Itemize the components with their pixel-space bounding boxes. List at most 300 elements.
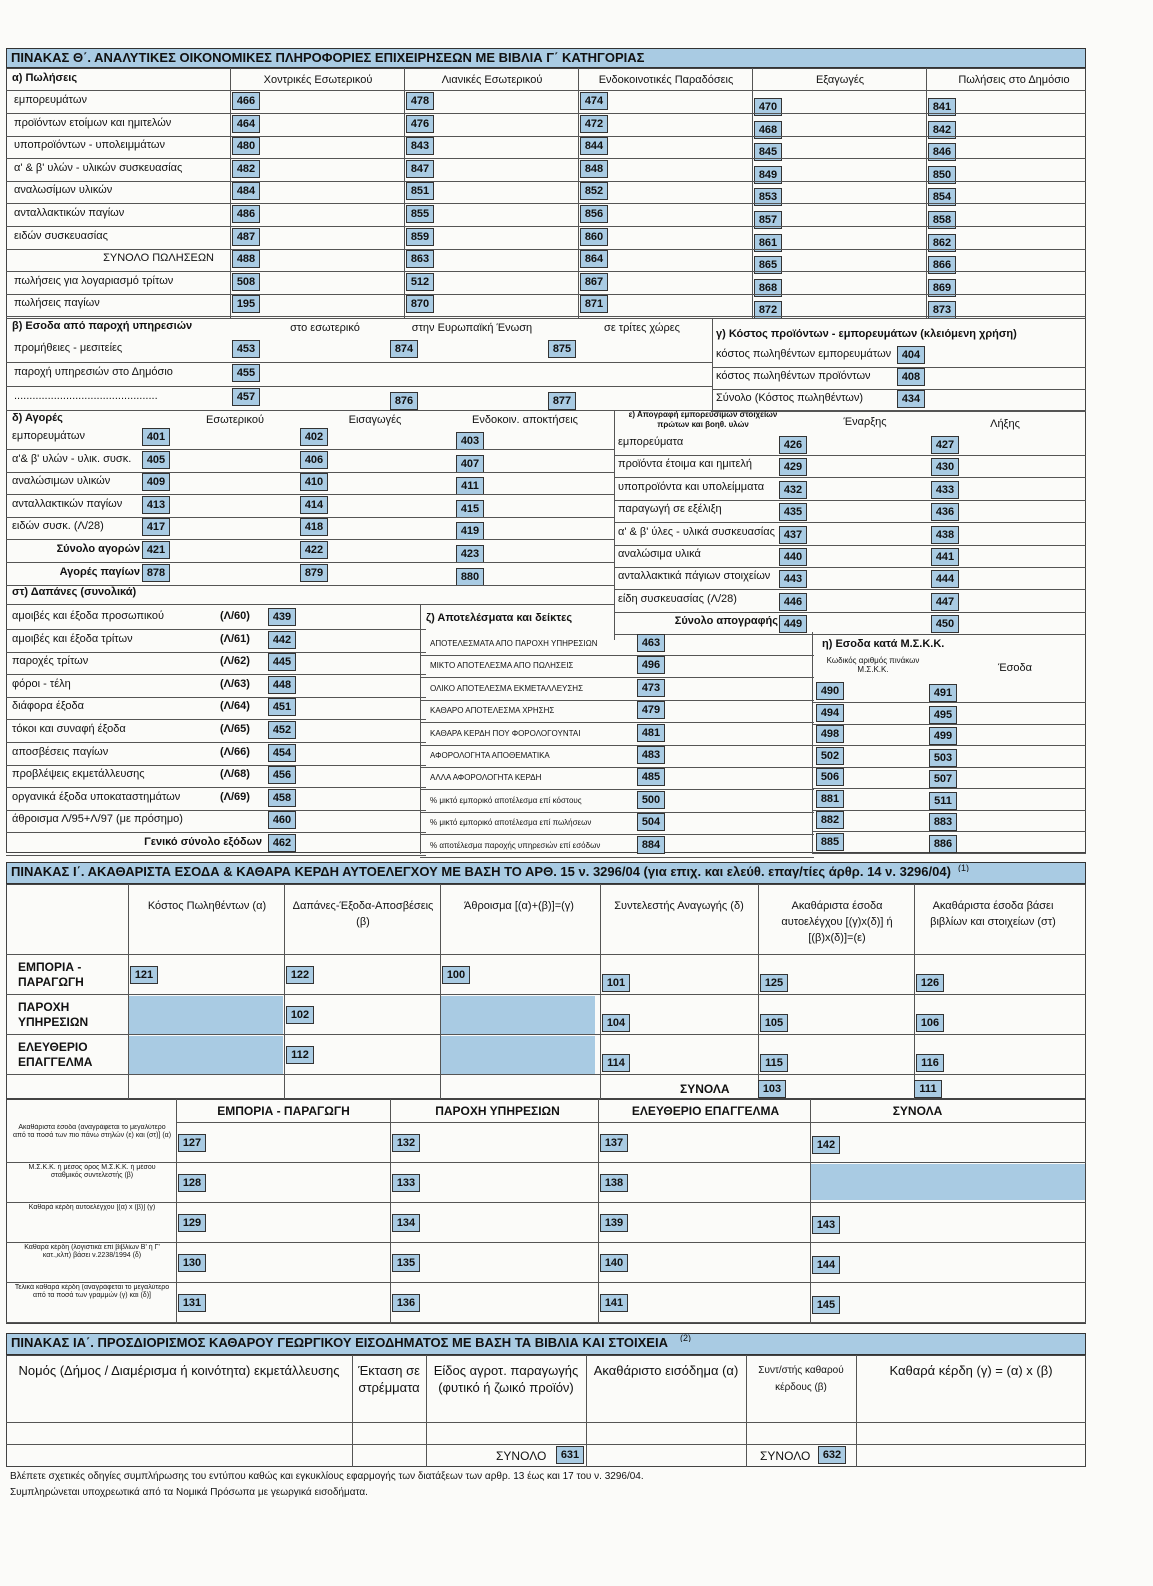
sales-amount-input[interactable] — [436, 273, 576, 291]
iota-sub-amount-input[interactable] — [208, 1244, 378, 1280]
iota-sub-amount-input[interactable] — [630, 1284, 800, 1320]
iota-amount-input[interactable] — [790, 1038, 910, 1072]
iota-sub-amount-input[interactable] — [208, 1164, 378, 1200]
field-code: 433 — [931, 481, 959, 499]
rule-line — [914, 884, 915, 1099]
expense-amount-input[interactable] — [298, 608, 418, 626]
sales-amount-input[interactable] — [262, 273, 402, 291]
field-code: 479 — [637, 701, 665, 719]
sales-amount-input[interactable] — [262, 160, 402, 178]
results-amount-input[interactable] — [667, 746, 807, 764]
inventory-column-header: Έναρξης — [843, 416, 887, 428]
field-code: 867 — [580, 273, 608, 291]
field-code: 460 — [268, 811, 296, 829]
msk-amount-input[interactable] — [959, 768, 1079, 786]
field-code: 122 — [286, 966, 314, 984]
field-code: 414 — [300, 496, 328, 514]
iota-amount-input[interactable] — [316, 958, 436, 992]
iota-sub-row-label: Τελικά καθαρά κέρδη (αναγράφεται το μεγαλύτερο από τα ποσά των γραμμών (γ) και (δ)] — [14, 1284, 170, 1299]
expense-amount-input[interactable] — [298, 811, 418, 829]
iota-sub-amount-input[interactable] — [630, 1124, 800, 1160]
rule-line — [420, 857, 814, 858]
field-code: 442 — [268, 631, 296, 649]
msk-amount-input[interactable] — [959, 682, 1079, 700]
iota-sub-amount-input[interactable] — [422, 1204, 592, 1240]
field-code: 451 — [268, 698, 296, 716]
field-code: 430 — [931, 458, 959, 476]
sales-amount-input[interactable] — [610, 137, 750, 155]
inventory-column-header: Λήξης — [990, 418, 1020, 430]
field-code: 405 — [142, 451, 170, 469]
iota-a-column-header: Ακαθάριστο εισόδημα (α) — [593, 1363, 739, 1378]
expenses-row-ref: (Λ/69) — [220, 790, 250, 803]
iota-column-header: Συντελεστής Αναγωγής (δ) — [614, 900, 744, 912]
iota-sub-row-label: Μ.Σ.Κ.Κ. ή μέσος όρος Μ.Σ.Κ.Κ. ή μέσου σταθμικός συντελεστής (β) — [28, 1164, 156, 1179]
iota-sub-amount-input[interactable] — [842, 1204, 1012, 1240]
field-code: 438 — [931, 526, 959, 544]
field-code: 456 — [268, 766, 296, 784]
sales-row-label: ανταλλακτικών παγίων — [14, 207, 125, 219]
sales-amount-input[interactable] — [784, 295, 924, 313]
iota-row-label: ΕΜΠΟΡΙΑ - ΠΑΡΑΓΩΓΗ — [18, 960, 84, 989]
results-amount-input[interactable] — [667, 813, 807, 831]
rule-line — [746, 1355, 747, 1467]
cost-amount-input[interactable] — [928, 368, 1078, 386]
msk-code-input[interactable] — [846, 768, 926, 786]
expense-amount-input[interactable] — [298, 834, 418, 852]
iota-amount-input[interactable] — [160, 958, 280, 992]
msk-amount-input[interactable] — [959, 790, 1079, 808]
iota-sub-amount-input[interactable] — [208, 1204, 378, 1240]
field-code: 455 — [232, 364, 260, 382]
rule-line — [812, 853, 1086, 854]
rule-line — [352, 1355, 353, 1467]
sales-amount-input[interactable] — [958, 295, 1098, 313]
iota-amount-input[interactable] — [316, 1038, 436, 1072]
expenses-row-ref: (Λ/65) — [220, 723, 250, 735]
field-code: 401 — [142, 428, 170, 446]
iota-sub-amount-input[interactable] — [208, 1124, 378, 1160]
expenses-row-label: Γενικό σύνολο εξόδων — [144, 836, 262, 848]
results-amount-input[interactable] — [667, 724, 807, 742]
field-code: 852 — [580, 182, 608, 200]
iota-a-column-header: Καθαρά κέρδη (γ) = (α) x (β) — [889, 1363, 1053, 1378]
rule-line — [404, 68, 405, 318]
sales-amount-input[interactable] — [436, 295, 576, 313]
sales-amount-input[interactable] — [958, 228, 1098, 246]
rule-line — [6, 386, 712, 387]
field-code: 440 — [779, 548, 807, 566]
iota-sub-amount-input[interactable] — [630, 1244, 800, 1280]
field-code: 105 — [760, 1014, 788, 1032]
iota-sub-row-label: Ακαθάριστα έσοδα (αναγράφεται το μεγαλύτερο από τα ποσά των πιο πάνω στηλών (ε) και (στ)] (α) — [12, 1124, 172, 1139]
field-code: 452 — [268, 721, 296, 739]
sales-amount-input[interactable] — [958, 137, 1098, 155]
sales-amount-input[interactable] — [958, 205, 1098, 223]
expenses-row-label: άθροισμα Λ/95+Λ/97 (με πρόσημο) — [12, 813, 183, 826]
sales-amount-input[interactable] — [610, 182, 750, 200]
msk-amount-input[interactable] — [959, 811, 1079, 829]
rule-line — [6, 855, 426, 856]
results-row-label: ΚΑΘΑΡΑ ΚΕΡΔΗ ΠΟΥ ΦΟΡΟΛΟΓΟΥΝΤΑΙ — [430, 728, 581, 738]
iota-sub-amount-input[interactable] — [842, 1284, 1012, 1320]
field-code: 435 — [779, 503, 807, 521]
field-code: 494 — [816, 704, 844, 722]
rule-line — [600, 884, 601, 1099]
iota-amount-input[interactable] — [946, 958, 1066, 992]
msk-code-input[interactable] — [846, 682, 926, 700]
sales-amount-input[interactable] — [436, 137, 576, 155]
sales-amount-input[interactable] — [784, 92, 924, 110]
sales-amount-input[interactable] — [958, 160, 1098, 178]
purchases-row-label: α'& β' υλών - υλικ. συσκ. — [12, 452, 132, 465]
field-code: 413 — [142, 496, 170, 514]
sales-amount-input[interactable] — [262, 250, 402, 268]
expense-amount-input[interactable] — [298, 744, 418, 762]
iota-amount-input[interactable] — [632, 998, 752, 1032]
results-row-label: % μικτό εμπορικό αποτέλεσμα επί πωλήσεων — [430, 818, 592, 828]
iota-amount-input[interactable] — [946, 998, 1066, 1032]
field-code: 445 — [268, 653, 296, 671]
services-column-header: στο εσωτερικό — [290, 322, 360, 334]
field-code: 454 — [268, 744, 296, 762]
iota-a-column-header: Είδος αγροτ. παραγωγής (φυτικό ή ζωικό προϊόν) — [433, 1363, 579, 1395]
rule-line — [390, 1099, 391, 1324]
purchases-header: δ) Αγορές — [12, 412, 63, 424]
sales-amount-input[interactable] — [436, 228, 576, 246]
rule-line — [578, 68, 579, 318]
iota-sub-amount-input[interactable] — [842, 1244, 1012, 1280]
inventory-row-label: αναλώσιμα υλικά — [618, 548, 701, 560]
results-amount-input[interactable] — [667, 701, 807, 719]
iota-sub-amount-input[interactable] — [208, 1284, 378, 1320]
field-code: 141 — [600, 1294, 628, 1312]
msk-code-input[interactable] — [846, 725, 926, 743]
disabled-cell — [441, 996, 595, 1034]
sales-amount-input[interactable] — [610, 250, 750, 268]
field-code: 101 — [602, 974, 630, 992]
field-code: 403 — [456, 432, 484, 450]
iota-column-header: Άθροισμα [(α)+(β)]=(γ) — [464, 900, 574, 912]
sales-column-header: Εξαγωγές — [815, 74, 865, 86]
field-code: 133 — [392, 1174, 420, 1192]
sales-amount-input[interactable] — [262, 295, 402, 313]
iota-sub-row-label: Καθαρά κέρδη (λογιστικά επί βιβλίων Β' ή Γ' κατ.,κλπ) βάσει ν.2238/1994 (δ) — [24, 1244, 160, 1259]
sales-amount-input[interactable] — [610, 295, 750, 313]
field-code: 885 — [816, 833, 844, 851]
table-theta-title: ΠΙΝΑΚΑΣ Θ΄. ΑΝΑΛΥΤΙΚΕΣ ΟΙΚΟΝΟΜΙΚΕΣ ΠΛΗΡΟΦΟΡΙΕΣ ΕΠΙΧΕΙΡΗΣΕΩΝ ΜΕ ΒΙΒΛΙΑ Γ΄ ΚΑΤΗΓΟΡΙΑΣ — [6, 48, 1086, 68]
field-code: 841 — [928, 98, 956, 116]
sales-amount-input[interactable] — [784, 273, 924, 291]
msk-column-header: Κωδικός αριθμός πινάκων Μ.Σ.Κ.Κ. — [826, 656, 920, 674]
field-code: 470 — [754, 98, 782, 116]
field-code: 426 — [779, 436, 807, 454]
sales-amount-input[interactable] — [784, 250, 924, 268]
field-code: 432 — [779, 481, 807, 499]
results-header: ζ) Αποτελέσματα και δείκτες — [426, 612, 573, 624]
field-code: 473 — [637, 679, 665, 697]
rule-line — [752, 68, 753, 318]
sales-amount-input[interactable] — [958, 92, 1098, 110]
sales-row-label: πωλήσεις για λογαριασμό τρίτων — [14, 274, 174, 287]
expenses-row-ref: (Λ/63) — [220, 677, 250, 690]
sales-amount-input[interactable] — [958, 115, 1098, 133]
results-row-label: % μικτό εμπορικό αποτέλεσμα επί κόστους — [430, 795, 582, 805]
inventory-amount-input[interactable] — [808, 479, 928, 497]
msk-code-input[interactable] — [846, 790, 926, 808]
disabled-cell — [811, 1164, 1085, 1200]
sales-amount-input[interactable] — [262, 115, 402, 133]
field-code: 404 — [897, 346, 925, 364]
sales-amount-input[interactable] — [610, 228, 750, 246]
rule-line — [230, 68, 231, 318]
field-code: 508 — [232, 273, 260, 291]
cost-header: γ) Κόστος προϊόντων - εμπορευμάτων (κλειόμενη χρήση) — [716, 328, 1017, 340]
field-code: 137 — [600, 1134, 628, 1152]
rule-line — [6, 1034, 1086, 1035]
iota-amount-input[interactable] — [946, 1038, 1066, 1072]
field-code: 496 — [637, 656, 665, 674]
rule-line — [586, 1355, 587, 1467]
expense-amount-input[interactable] — [298, 789, 418, 807]
field-code: 507 — [929, 770, 957, 788]
field-code: 410 — [300, 473, 328, 491]
field-code: 498 — [816, 725, 844, 743]
sales-amount-input[interactable] — [262, 182, 402, 200]
expense-amount-input[interactable] — [298, 676, 418, 694]
results-amount-input[interactable] — [667, 634, 807, 652]
expense-amount-input[interactable] — [298, 631, 418, 649]
iota-column-header: Ακαθάριστα έσοδα βάσει βιβλίων και στοιχείων (στ) — [930, 900, 1056, 928]
field-code: 847 — [406, 160, 434, 178]
sales-amount-input[interactable] — [262, 92, 402, 110]
field-code: 468 — [754, 121, 782, 139]
iota-sub-amount-input[interactable] — [422, 1244, 592, 1280]
iota-amount-input[interactable] — [316, 998, 436, 1032]
field-code: 857 — [754, 211, 782, 229]
iota-amount-input[interactable] — [632, 958, 752, 992]
rule-line — [426, 1355, 427, 1467]
field-code: 486 — [232, 205, 260, 223]
iota-sub-amount-input[interactable] — [422, 1284, 592, 1320]
iota-amount-input[interactable] — [790, 998, 910, 1032]
rule-line — [6, 954, 1086, 955]
sales-header: α) Πωλήσεις — [12, 72, 78, 84]
field-code: 868 — [754, 279, 782, 297]
iota-column-header: Δαπάνες-Έξοδα-Αποσβέσεις (β) — [292, 900, 434, 928]
sales-amount-input[interactable] — [436, 205, 576, 223]
field-code: 423 — [456, 545, 484, 563]
sales-amount-input[interactable] — [436, 160, 576, 178]
field-code: 859 — [406, 228, 434, 246]
iota-amount-input[interactable] — [632, 1038, 752, 1072]
field-code: 100 — [442, 966, 470, 984]
sales-amount-input[interactable] — [262, 137, 402, 155]
sales-amount-input[interactable] — [610, 273, 750, 291]
sales-amount-input[interactable] — [784, 137, 924, 155]
total-label: ΣΥΝΟΛΟ — [496, 1449, 547, 1463]
disabled-cell — [129, 1036, 283, 1074]
sales-amount-input[interactable] — [262, 205, 402, 223]
expense-amount-input[interactable] — [298, 766, 418, 784]
field-code: 444 — [931, 570, 959, 588]
field-code: 849 — [754, 166, 782, 184]
expense-amount-input[interactable] — [298, 721, 418, 739]
field-code: 429 — [779, 458, 807, 476]
msk-amount-input[interactable] — [959, 833, 1079, 851]
inventory-amount-input[interactable] — [808, 568, 928, 586]
results-amount-input[interactable] — [667, 679, 807, 697]
results-amount-input[interactable] — [667, 836, 807, 854]
sales-row-label: ΣΥΝΟΛΟ ΠΩΛΗΣΕΩΝ — [103, 252, 214, 265]
sales-amount-input[interactable] — [436, 250, 576, 268]
field-code: 138 — [600, 1174, 628, 1192]
field-code: 495 — [929, 706, 957, 724]
sales-amount-input[interactable] — [784, 115, 924, 133]
sales-amount-input[interactable] — [784, 160, 924, 178]
results-amount-input[interactable] — [667, 791, 807, 809]
cost-row-label: κόστος πωληθέντων προϊόντων — [716, 370, 871, 382]
field-code: 848 — [580, 160, 608, 178]
field-code: 500 — [637, 791, 665, 809]
results-amount-input[interactable] — [667, 656, 807, 674]
expenses-row-ref: (Λ/68) — [220, 768, 250, 781]
field-code: 853 — [754, 188, 782, 206]
field-code: 882 — [816, 811, 844, 829]
iota-sub-amount-input[interactable] — [422, 1124, 592, 1160]
rule-line — [176, 1099, 177, 1324]
sales-amount-input[interactable] — [784, 228, 924, 246]
expenses-row-ref: (Λ/62) — [220, 655, 250, 668]
inventory-amount-input[interactable] — [808, 546, 928, 564]
rule-line — [758, 884, 759, 1099]
iota-amount-input[interactable] — [790, 958, 910, 992]
iota-amount-input[interactable] — [472, 958, 592, 992]
field-code: 871 — [580, 295, 608, 313]
rule-line — [6, 1242, 1086, 1243]
sales-amount-input[interactable] — [436, 115, 576, 133]
rule-line — [812, 632, 813, 854]
services-row-label: ............................................... — [14, 390, 158, 402]
field-code: 854 — [928, 188, 956, 206]
sales-amount-input[interactable] — [436, 182, 576, 200]
inventory-amount-input[interactable] — [808, 524, 928, 542]
expenses-row-ref — [220, 834, 266, 852]
field-code: 883 — [929, 813, 957, 831]
sales-amount-input[interactable] — [958, 250, 1098, 268]
sales-amount-input[interactable] — [610, 205, 750, 223]
msk-amount-input[interactable] — [959, 704, 1079, 722]
msk-amount-input[interactable] — [959, 725, 1079, 743]
rule-line — [6, 994, 1086, 995]
field-code: 195 — [232, 295, 260, 313]
inventory-amount-input[interactable] — [808, 501, 928, 519]
sales-amount-input[interactable] — [784, 182, 924, 200]
iota-sub-amount-input[interactable] — [422, 1164, 592, 1200]
expense-amount-input[interactable] — [298, 653, 418, 671]
sales-amount-input[interactable] — [262, 228, 402, 246]
field-code: 136 — [392, 1294, 420, 1312]
field-code: 484 — [232, 182, 260, 200]
field-code: 104 — [602, 1014, 630, 1032]
field-code: 422 — [300, 541, 328, 559]
field-code: 860 — [580, 228, 608, 246]
iota-sub-amount-input[interactable] — [630, 1164, 800, 1200]
cost-amount-input[interactable] — [928, 390, 1078, 408]
sales-amount-input[interactable] — [610, 115, 750, 133]
expenses-row-label: αμοιβές και έξοδα προσωπικού — [12, 610, 164, 622]
sales-amount-input[interactable] — [958, 273, 1098, 291]
inventory-amount-input[interactable] — [808, 456, 928, 474]
inventory-amount-input[interactable] — [808, 434, 928, 452]
field-code: 884 — [637, 836, 665, 854]
results-amount-input[interactable] — [667, 768, 807, 786]
field-code: 463 — [637, 634, 665, 652]
sales-amount-input[interactable] — [436, 92, 576, 110]
field-code: 480 — [232, 137, 260, 155]
field-code: 439 — [268, 608, 296, 626]
field-code: 415 — [456, 500, 484, 518]
inventory-amount-input[interactable] — [808, 613, 928, 631]
field-code: 434 — [897, 390, 925, 408]
field-code: 115 — [760, 1054, 788, 1072]
results-row-label: % αποτέλεσμα παροχής υπηρεσιών επί εσόδων — [430, 840, 601, 850]
purchases-row-label: εμπορευμάτων — [12, 430, 85, 442]
field-code: 106 — [916, 1014, 944, 1032]
sales-amount-input[interactable] — [958, 182, 1098, 200]
results-row-label: ΜΙΚΤΟ ΑΠΟΤΕΛΕΣΜΑ ΑΠΟ ΠΩΛΗΣΕΙΣ — [430, 661, 574, 671]
field-code: 865 — [754, 256, 782, 274]
expenses-row-label: αποσβέσεις παγίων — [12, 745, 109, 758]
field-code: 866 — [928, 256, 956, 274]
expenses-row-ref: (Λ/66) — [220, 745, 250, 758]
rule-line — [6, 1322, 1086, 1323]
msk-code-input[interactable] — [846, 704, 926, 722]
field-code: 488 — [232, 250, 260, 268]
sales-amount-input[interactable] — [610, 92, 750, 110]
iota-a-column-header: Συντ/στής καθαρού κέρδους (β) — [758, 1365, 844, 1393]
iota-sub-row-label: Καθαρά κέρδη αυτοελέγχου [(α) x (β)] (γ) — [28, 1204, 156, 1211]
rule-line — [284, 884, 285, 1099]
expense-amount-input[interactable] — [298, 698, 418, 716]
field-code: 450 — [931, 615, 959, 633]
services-column-header: στην Ευρωπαϊκή Ένωση — [411, 322, 533, 334]
msk-code-input[interactable] — [846, 833, 926, 851]
purchases-row-label: Αγορές παγίων — [59, 565, 140, 578]
msk-code-input[interactable] — [846, 811, 926, 829]
msk-amount-input[interactable] — [959, 747, 1079, 765]
cost-amount-input[interactable] — [928, 346, 1078, 364]
cost-row-label: κόστος πωληθέντων εμπορευμάτων — [716, 348, 892, 360]
field-code: 483 — [637, 746, 665, 764]
iota-sub-amount-input[interactable] — [630, 1204, 800, 1240]
sales-amount-input[interactable] — [784, 205, 924, 223]
field-code: 846 — [928, 143, 956, 161]
field-code: 134 — [392, 1214, 420, 1232]
field-code: 879 — [300, 564, 328, 582]
expenses-row-label: τόκοι και συναφή έξοδα — [12, 723, 126, 735]
rule-line — [6, 1282, 1086, 1283]
expenses-row-label: διάφορα έξοδα — [12, 700, 84, 713]
sales-amount-input[interactable] — [610, 160, 750, 178]
iota-sub-amount-input[interactable] — [842, 1124, 1012, 1160]
expenses-row-ref: (Λ/60) — [220, 610, 250, 622]
purchases-column-header: Εισαγωγές — [348, 414, 402, 426]
inventory-amount-input[interactable] — [808, 591, 928, 609]
purchases-column-header: Εσωτερικού — [205, 414, 264, 426]
field-code: 877 — [548, 392, 576, 410]
msk-code-input[interactable] — [846, 747, 926, 765]
